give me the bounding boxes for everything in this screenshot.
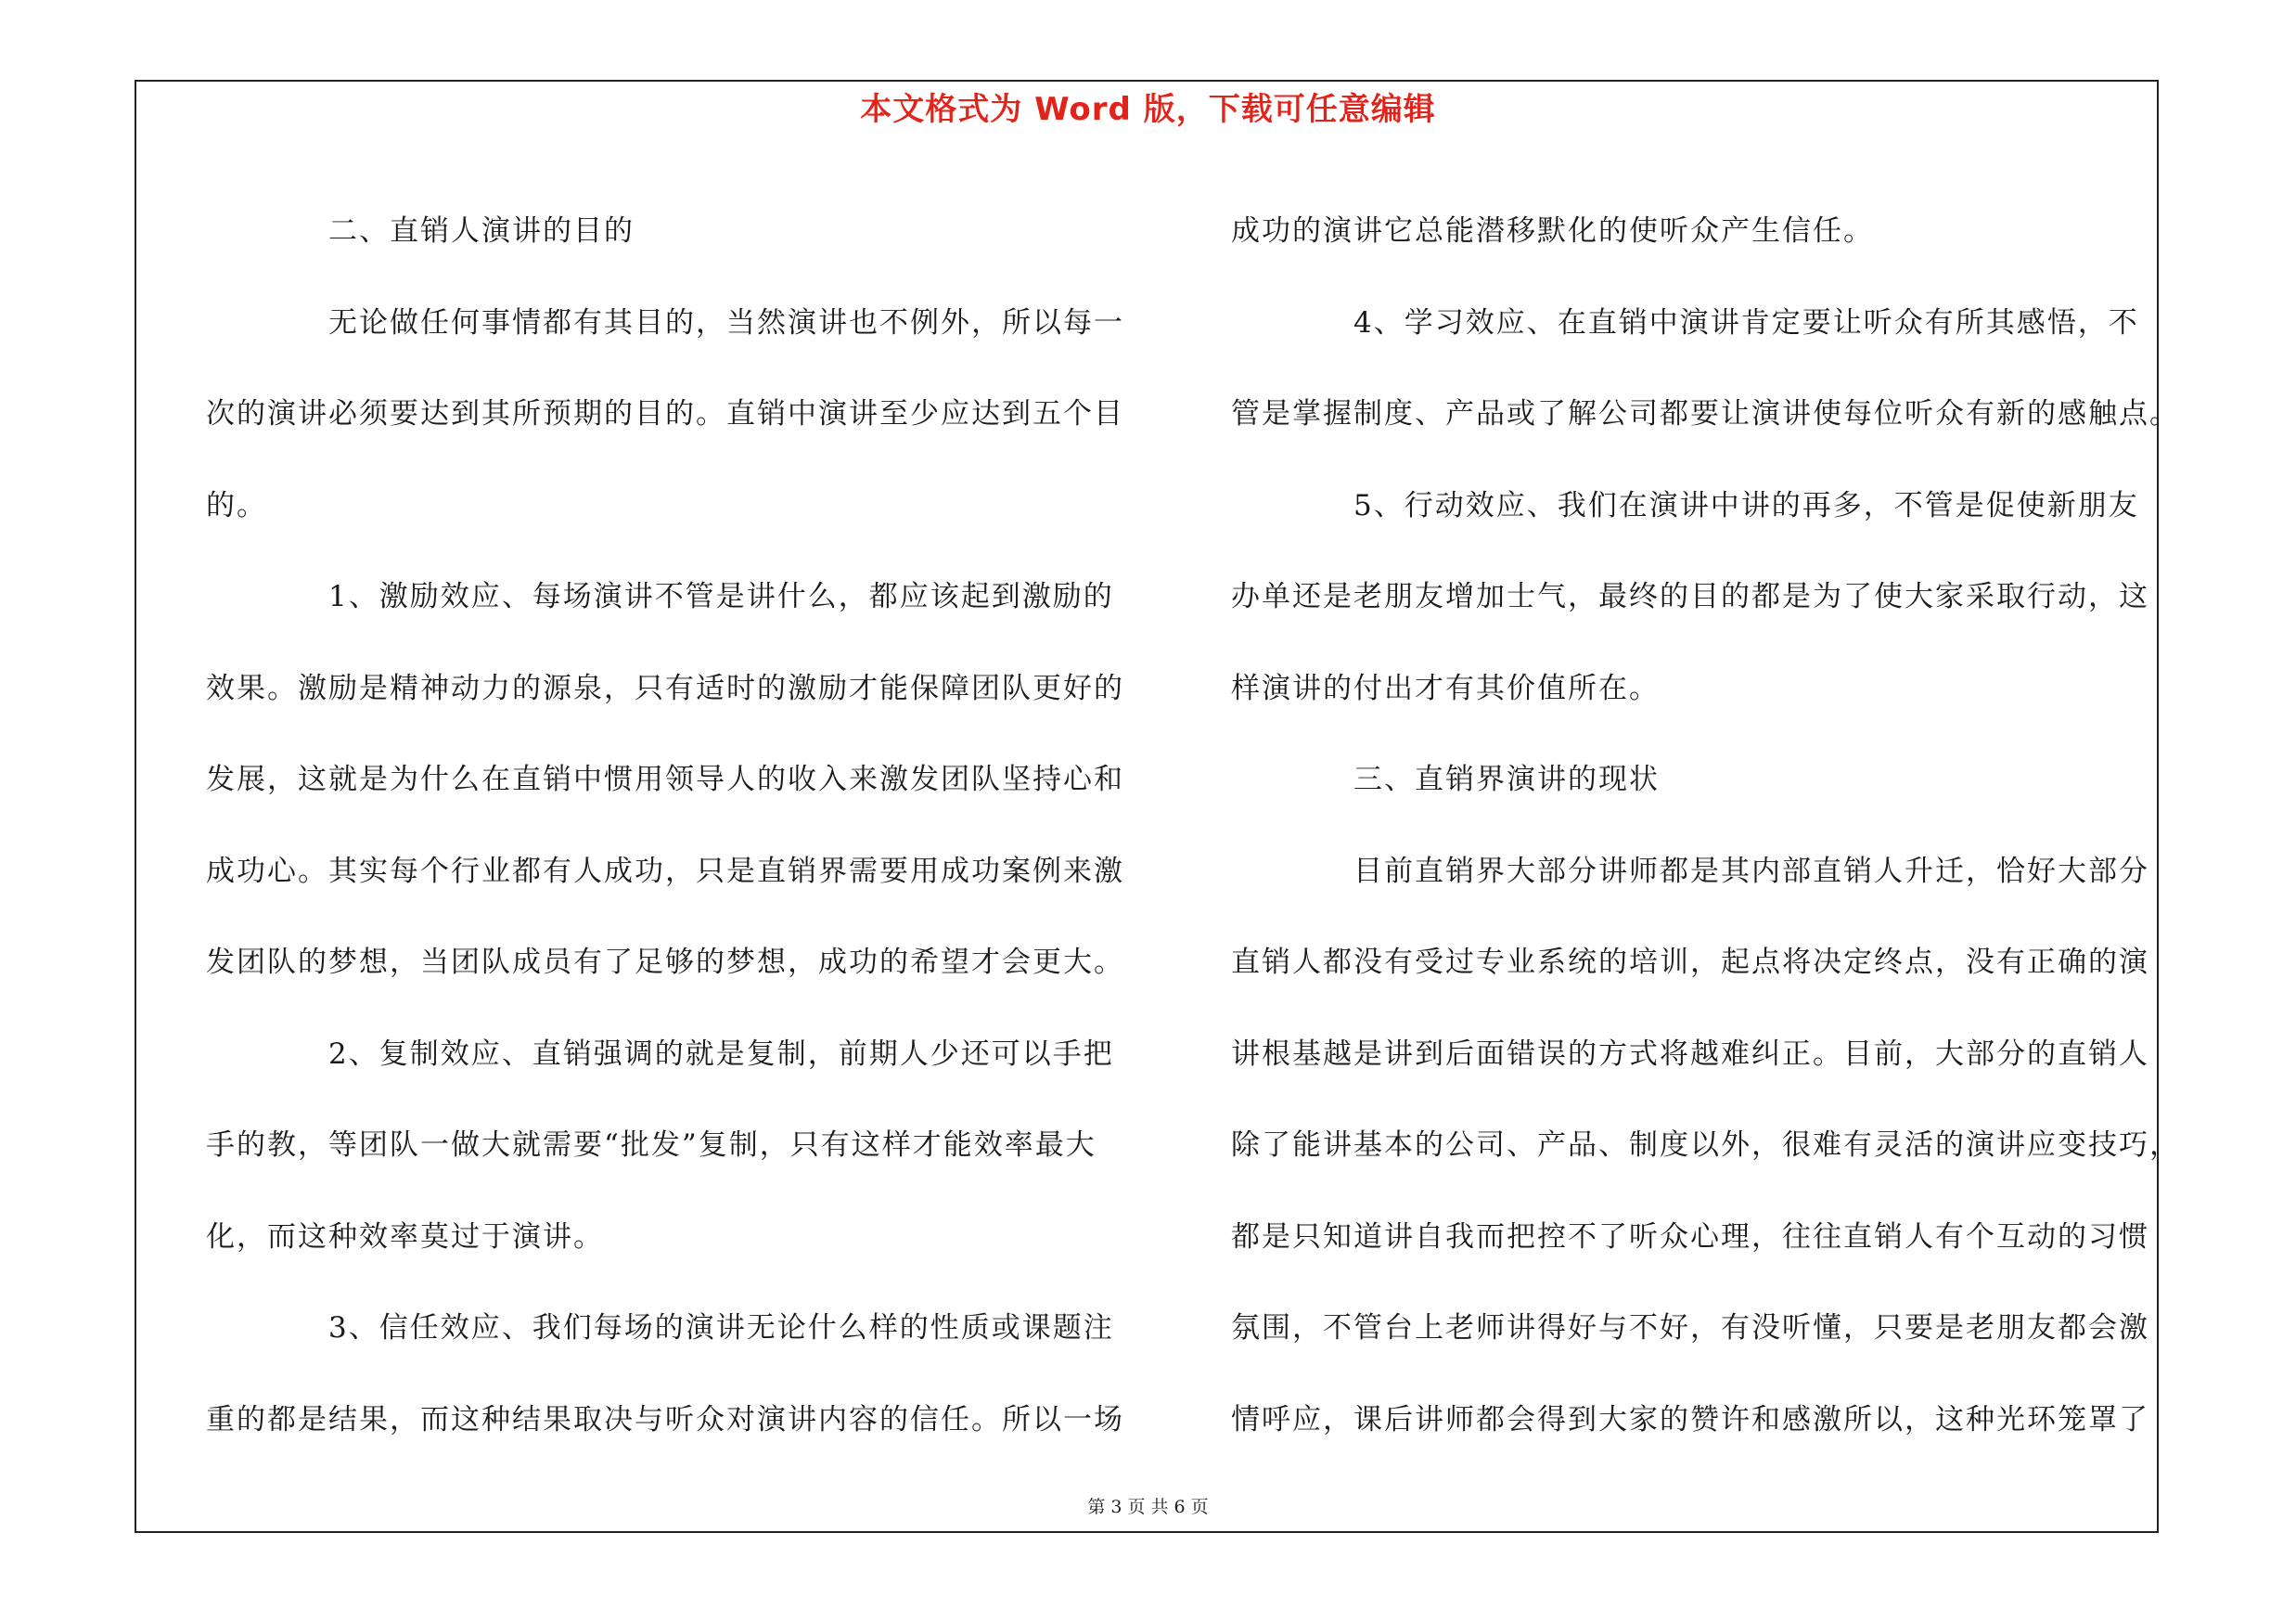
text-line: 二、直销人演讲的目的 (328, 214, 635, 248)
text-line: 办单还是老朋友增加士气，最终的目的都是为了使大家采取行动，这 (1231, 580, 2149, 613)
text-line: 讲根基越是讲到后面错误的方式将越难纠正。目前，大部分的直销人 (1231, 1037, 2149, 1071)
text-line: 三、直销界演讲的现状 (1353, 763, 1660, 796)
text-line: 除了能讲基本的公司、产品、制度以外，很难有灵活的演讲应变技巧， (1231, 1128, 2180, 1162)
text-line: 化，而这种效率莫过于演讲。 (206, 1219, 604, 1254)
text-line: 4、学习效应、在直销中演讲肯定要让听众有所其感悟，不 (1353, 305, 2139, 340)
document-header-banner: 本文格式为 Word 版，下载可任意编辑 (860, 91, 1436, 128)
text-line: 的。 (206, 488, 267, 522)
text-line: 5、行动效应、我们在演讲中讲的再多，不管是促使新朋友 (1353, 488, 2139, 522)
text-line: 发展，这就是为什么在直销中惯用领导人的收入来激发团队坚持心和 (206, 763, 1124, 796)
text-line: 重的都是结果，而这种结果取决与听众对演讲内容的信任。所以一场 (206, 1402, 1124, 1436)
right-text-column (1231, 186, 2180, 1465)
text-line: 成功的演讲它总能潜移默化的使听众产生信任。 (1231, 214, 1874, 248)
text-line: 2、复制效应、直销强调的就是复制，前期人少还可以手把 (328, 1037, 1114, 1071)
page-number-footer: 第 3 页 共 6 页 (1087, 1497, 1209, 1517)
text-line: 无论做任何事情都有其目的，当然演讲也不例外，所以每一 (328, 305, 1124, 340)
text-line: 都是只知道讲自我而把控不了听众心理，往往直销人有个互动的习惯 (1231, 1219, 2149, 1254)
text-line: 情呼应，课后讲师都会得到大家的赞许和感激所以，这种光环笼罩了 (1231, 1402, 2149, 1436)
text-line: 成功心。其实每个行业都有人成功，只是直销界需要用成功案例来激 (206, 854, 1124, 888)
text-line: 直销人都没有受过专业系统的培训，起点将决定终点，没有正确的演 (1231, 946, 2149, 979)
text-line: 手的教，等团队一做大就需要“批发”复制，只有这样才能效率最大 (206, 1128, 1097, 1162)
text-line: 样演讲的付出才有其价值所在。 (1231, 671, 1660, 705)
text-line: 目前直销界大部分讲师都是其内部直销人升迁，恰好大部分 (1353, 854, 2149, 888)
text-line: 次的演讲必须要达到其所预期的目的。直销中演讲至少应达到五个目 (206, 397, 1124, 431)
text-line: 3、信任效应、我们每场的演讲无论什么样的性质或课题注 (328, 1311, 1114, 1345)
text-line: 管是掌握制度、产品或了解公司都要让演讲使每位听众有新的感触点。 (1231, 397, 2180, 431)
text-line: 效果。激励是精神动力的源泉，只有适时的激励才能保障团队更好的 (206, 671, 1124, 705)
text-line: 1、激励效应、每场演讲不管是讲什么，都应该起到激励的 (328, 580, 1114, 613)
text-line: 氛围，不管台上老师讲得好与不好，有没听懂，只要是老朋友都会激 (1231, 1311, 2149, 1345)
text-line: 发团队的梦想，当团队成员有了足够的梦想，成功的希望才会更大。 (206, 946, 1124, 979)
left-text-column (206, 186, 1143, 1465)
